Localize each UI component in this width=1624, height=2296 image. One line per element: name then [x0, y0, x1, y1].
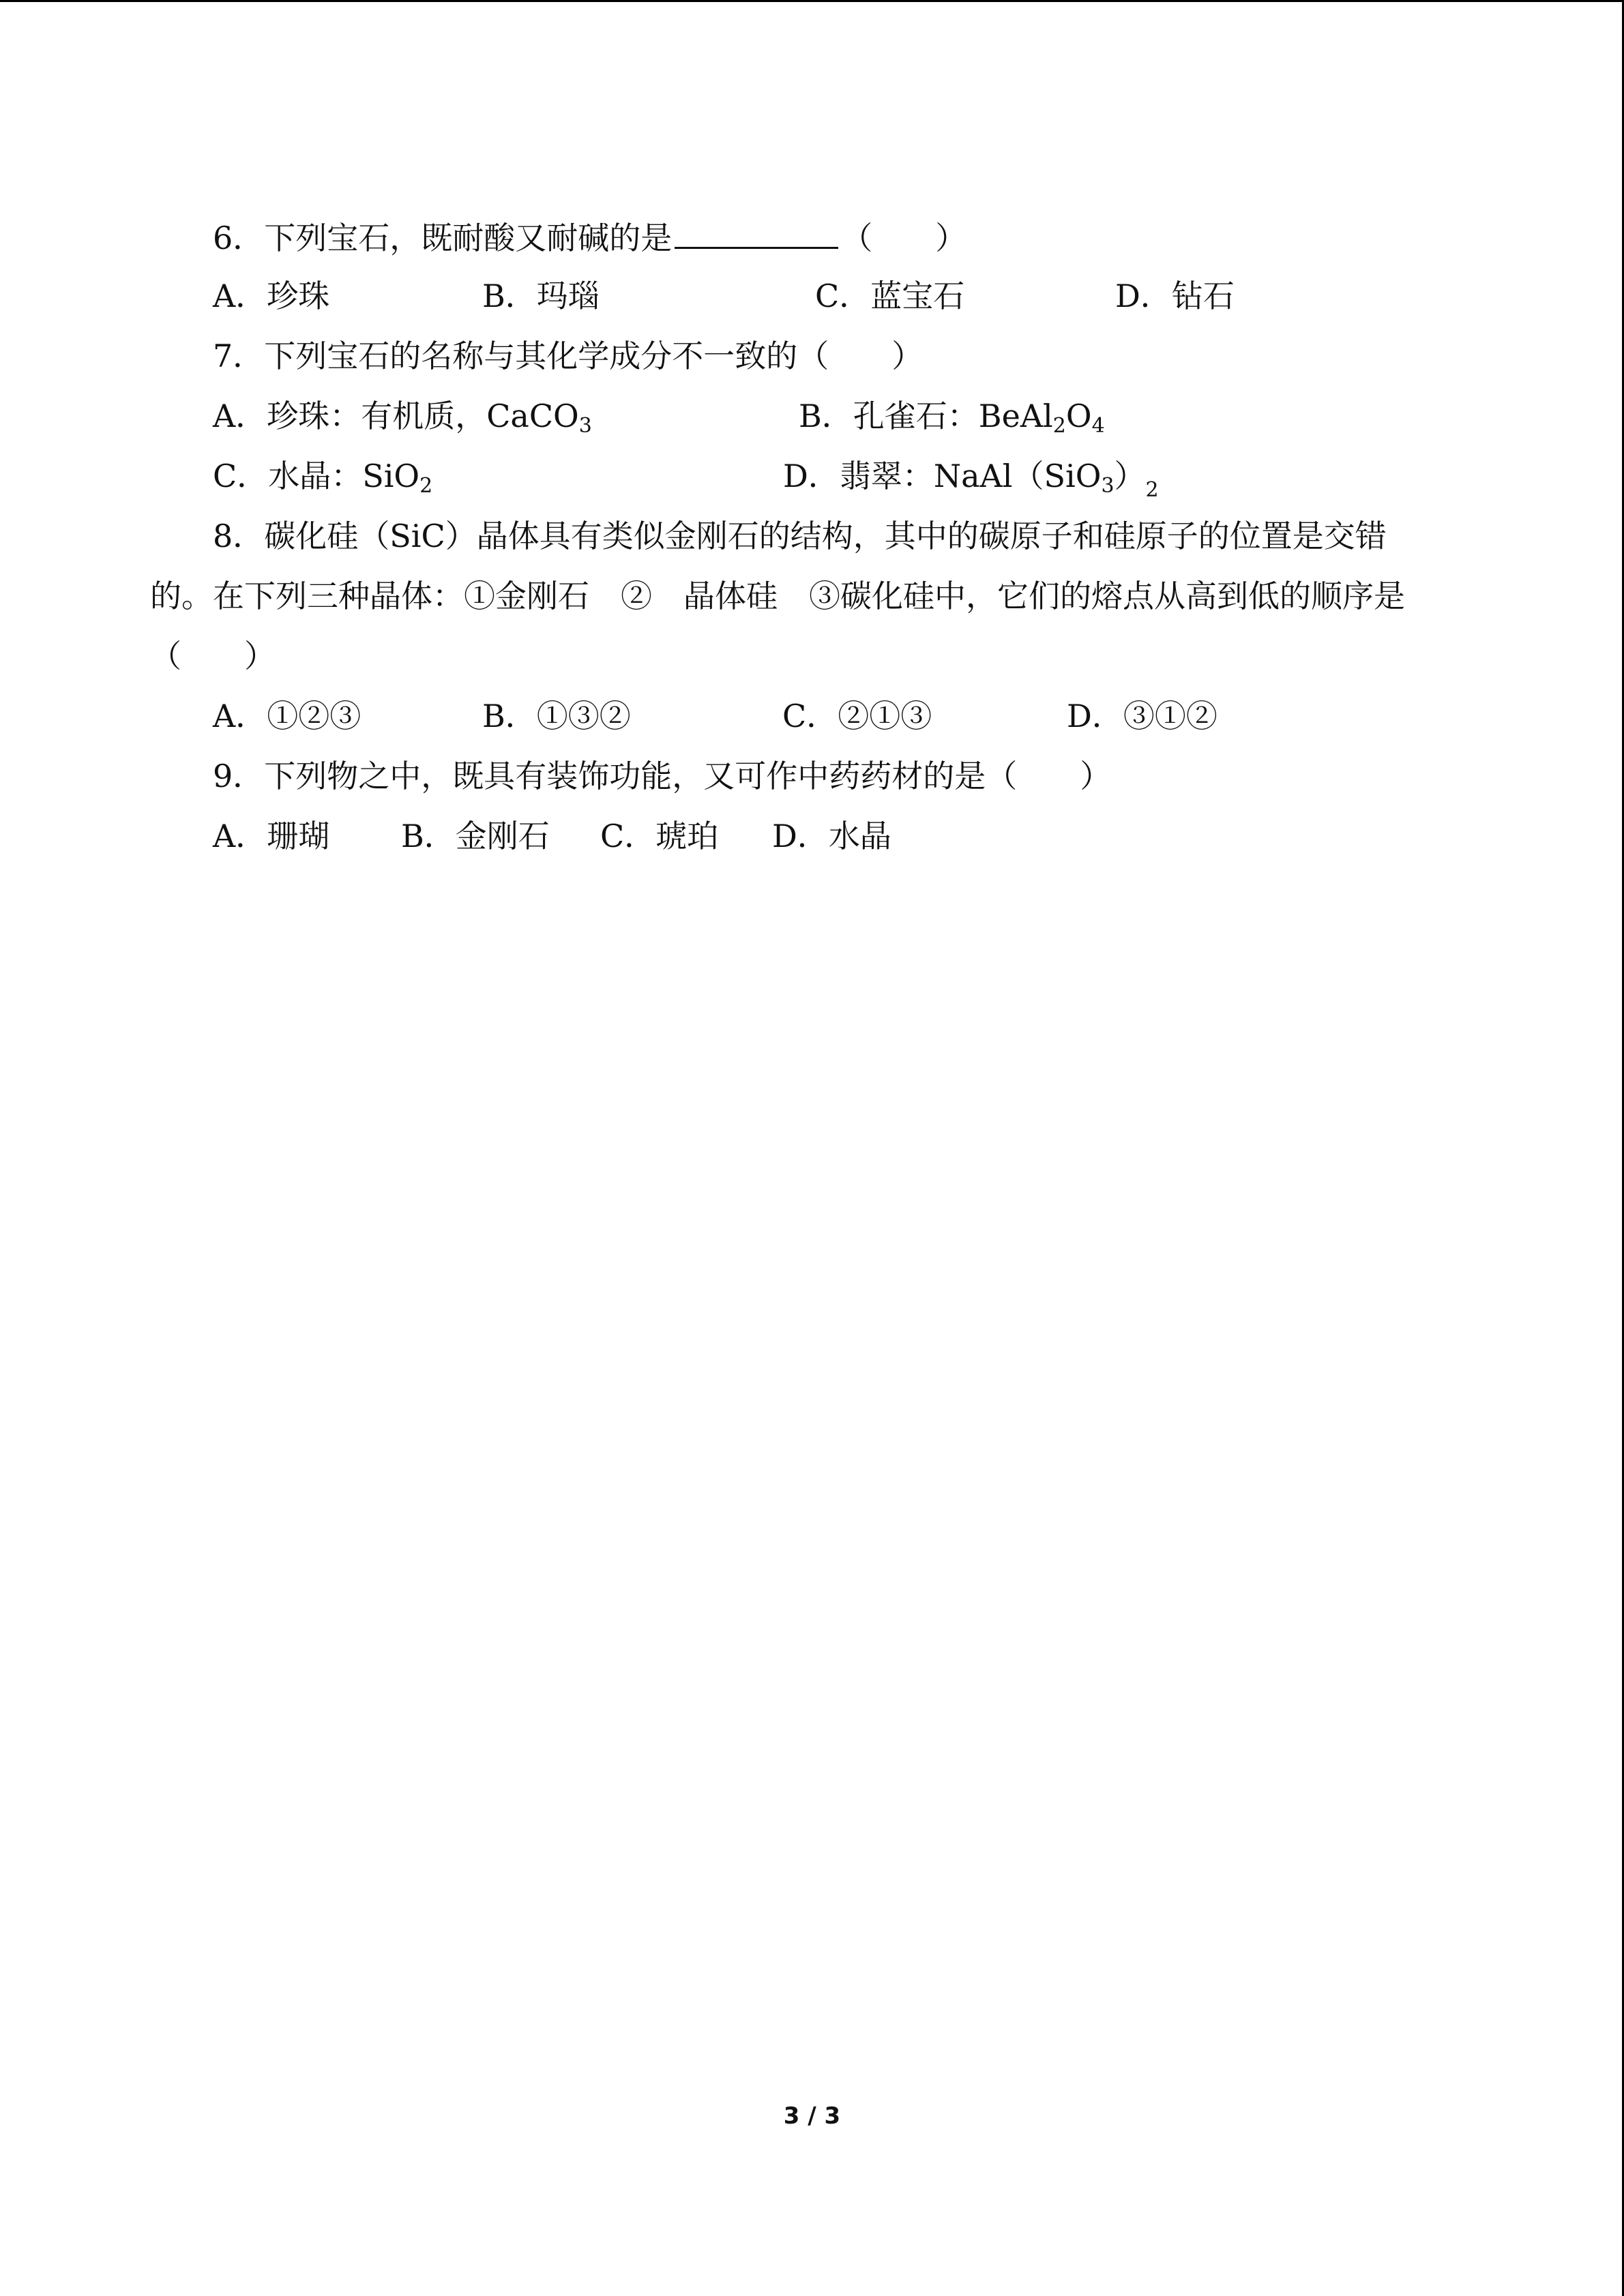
option-a: A．珊瑚 [213, 818, 330, 854]
option-c: C．②①③ [782, 698, 932, 734]
option-c: C．琥珀 [600, 818, 719, 854]
option-a [213, 396, 592, 436]
question-9-stem: 9．下列物之中，既具有装饰功能，又可作中药药材的是（ ） [213, 758, 1112, 794]
question-6-stem [213, 215, 966, 258]
subscript: 2 [1052, 414, 1066, 438]
question-7-stem: 7．下列宝石的名称与其化学成分不一致的（ ） [213, 338, 924, 374]
subscript: 2 [419, 474, 433, 498]
subscript: 2 [1145, 478, 1159, 502]
option-b-text-2: O [1065, 398, 1092, 434]
option-d-text: D．翡翠：NaAl（SiO [783, 458, 1102, 494]
option-c [213, 456, 432, 496]
subscript: 4 [1091, 414, 1105, 438]
option-c-text: C．水晶：SiO [213, 458, 420, 494]
option-d [783, 456, 1159, 502]
option-d: D．水晶 [772, 818, 891, 854]
option-d-text-2: ） [1114, 458, 1146, 494]
question-6-text: 6．下列宝石，既耐酸又耐碱的是 [213, 220, 673, 256]
question-6-paren: （ ） [841, 220, 967, 256]
option-a: A．①②③ [213, 698, 361, 734]
option-b [799, 396, 1105, 436]
subscript: 3 [578, 414, 592, 438]
option-a: A．珍珠 [213, 278, 330, 314]
option-b-text: B．孔雀石：BeAl [799, 398, 1053, 434]
answer-blank [675, 215, 838, 249]
option-c: C．蓝宝石 [815, 278, 965, 314]
option-b: B．①③② [482, 698, 631, 734]
option-d: D．钻石 [1115, 278, 1235, 314]
page-top-border [0, 0, 1624, 2]
subscript: 3 [1101, 474, 1114, 498]
question-8-line-2: 的。在下列三种晶体：①金刚石 ② 晶体硅 ③碳化硅中，它们的熔点从高到低的顺序是 [150, 578, 1405, 614]
option-d: D．③①② [1067, 698, 1217, 734]
question-8-line-3: （ ） [150, 638, 276, 674]
question-8-line-1: 8．碳化硅（SiC）晶体具有类似金刚石的结构，其中的碳原子和硅原子的位置是交错 [213, 518, 1387, 554]
option-b: B．玛瑙 [482, 278, 600, 314]
option-a-text: A．珍珠：有机质，CaCO [213, 398, 579, 434]
page-number: 3 / 3 [783, 2102, 841, 2130]
option-b: B．金刚石 [401, 818, 550, 854]
